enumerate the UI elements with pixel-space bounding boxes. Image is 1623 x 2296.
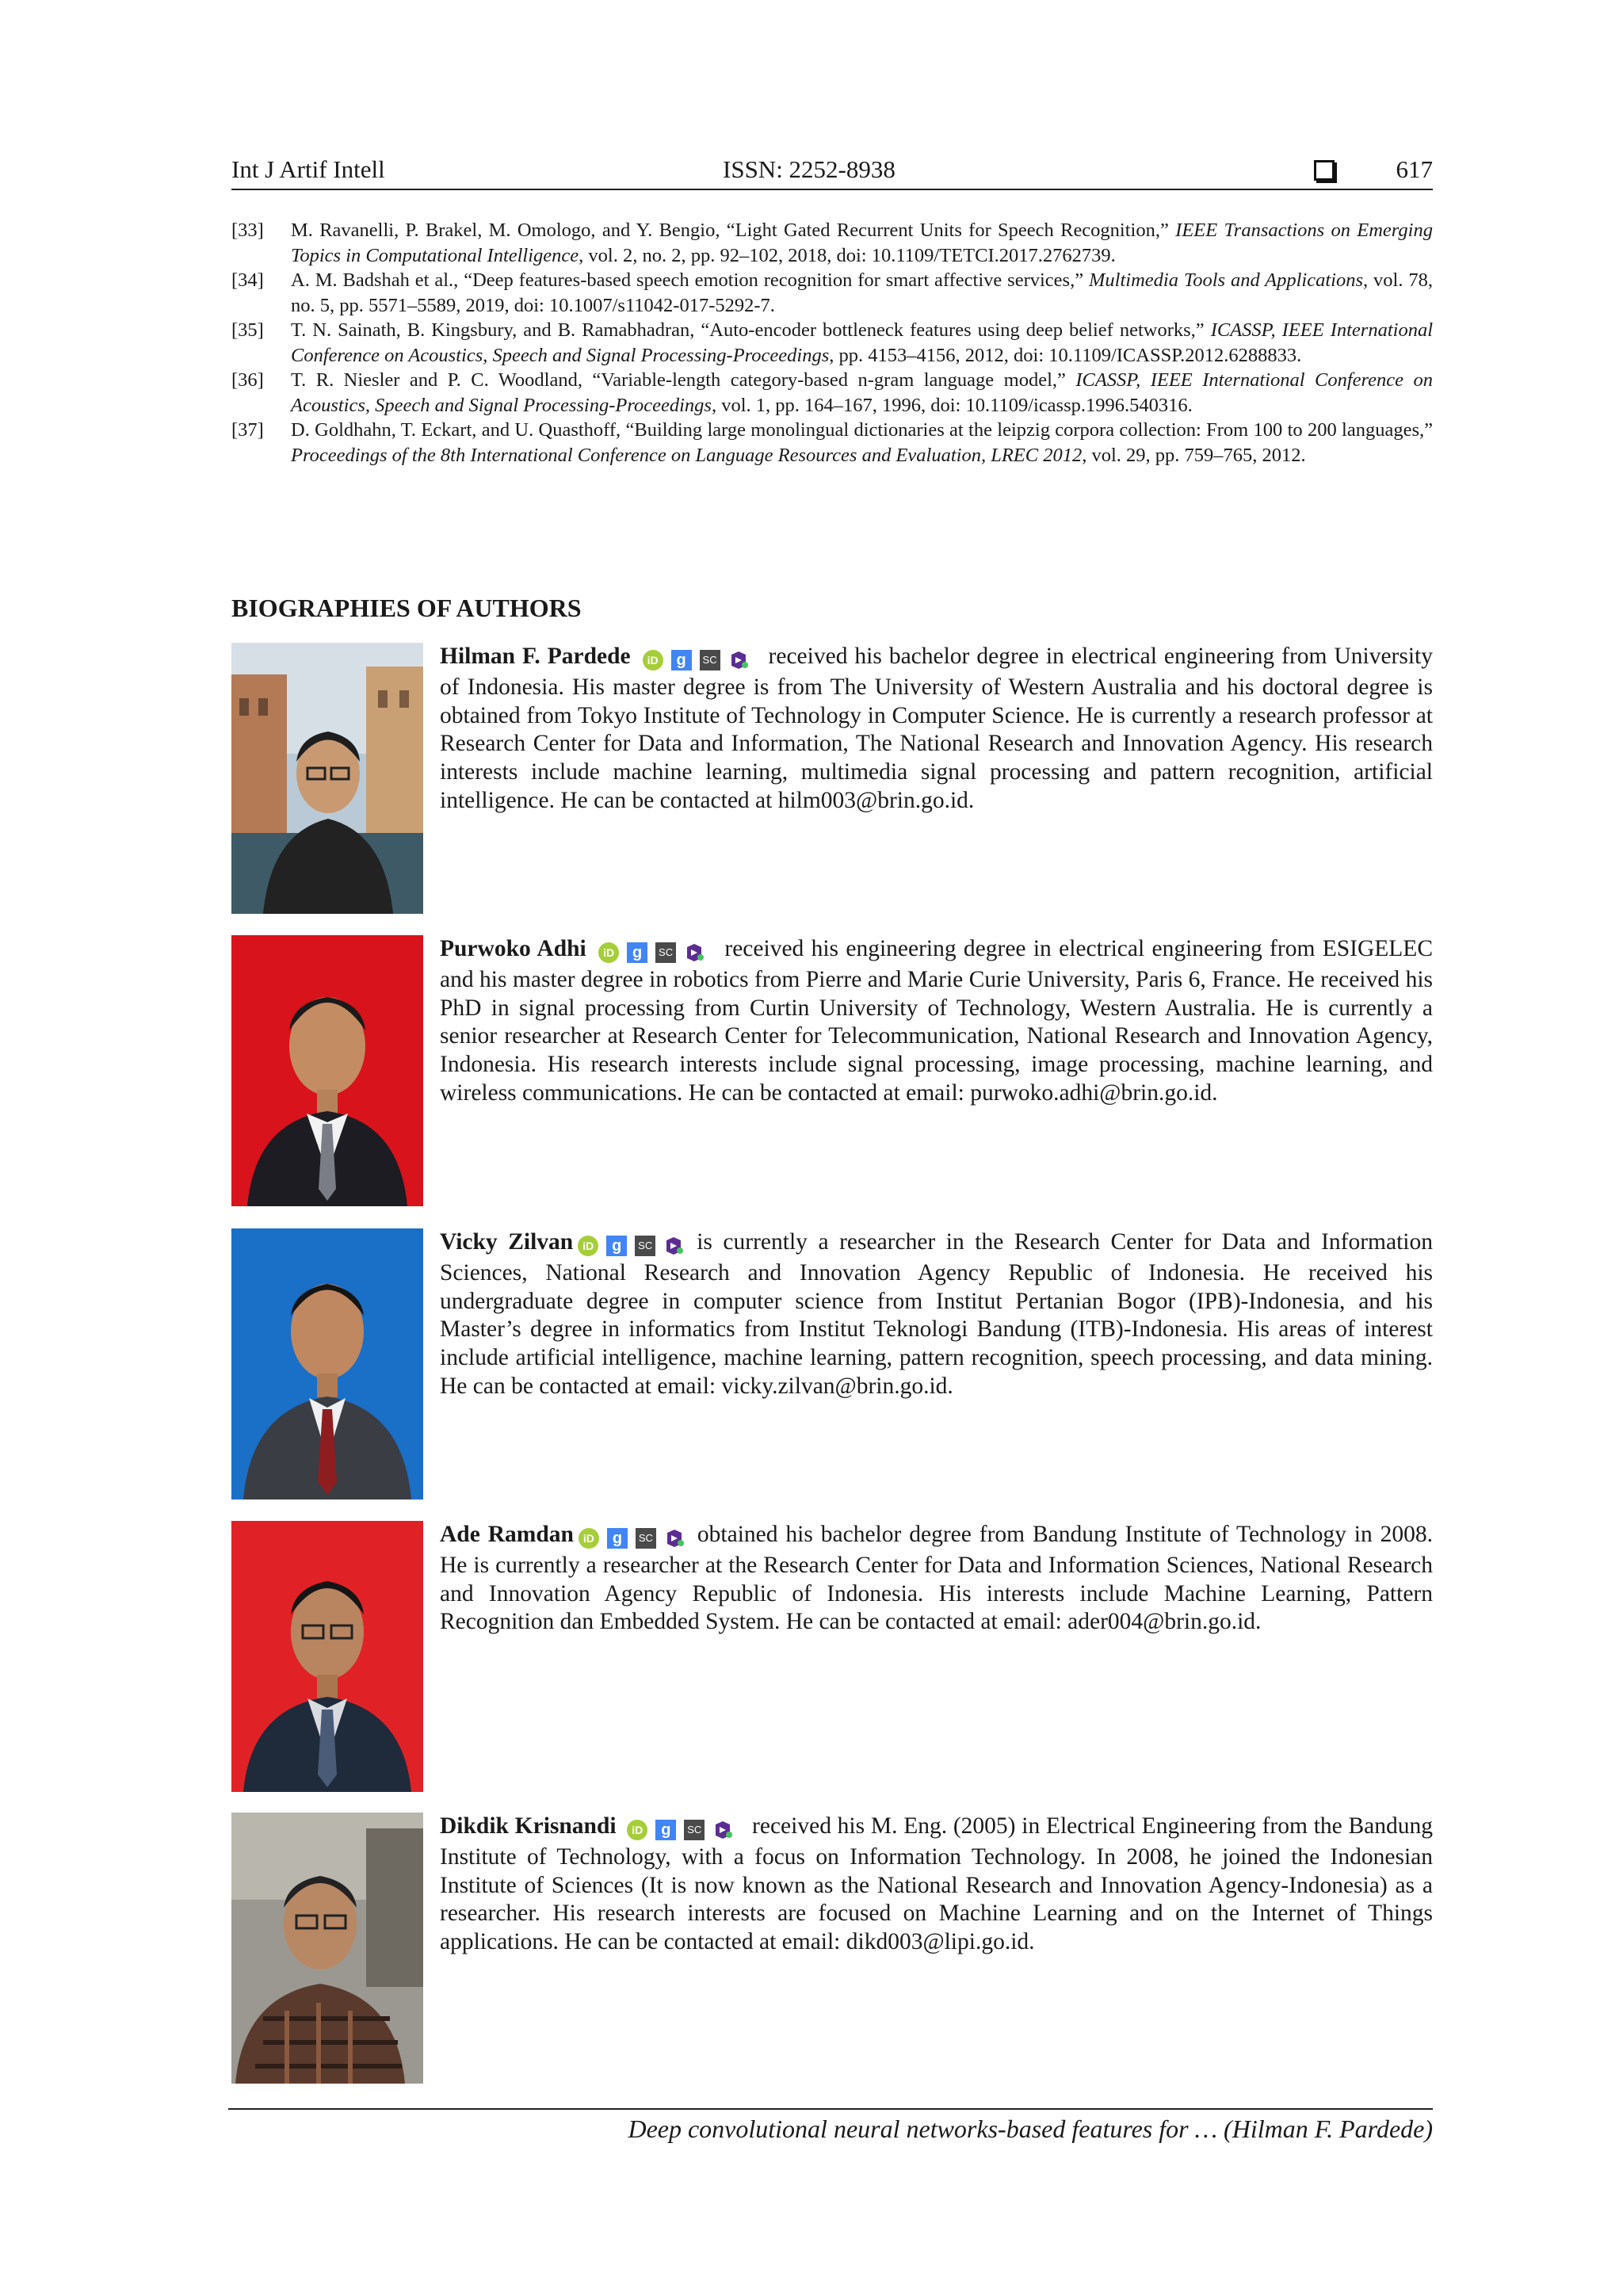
author-profile-links — [579, 1523, 693, 1552]
reference-authors-title: M. Ravanelli, P. Brakel, M. Omologo, and Y. Bengio, “Light Gated Recurrent Units for Speech Recognition,” — [291, 220, 1176, 241]
page-number: 617 — [1396, 155, 1433, 183]
scopus-icon[interactable]: SC — [655, 942, 676, 963]
author-photo — [231, 643, 423, 914]
author-bio-text — [440, 1228, 1433, 1401]
orcid-icon[interactable]: iD — [598, 942, 619, 963]
scopus-icon[interactable]: SC — [635, 1236, 655, 1256]
scopus-icon[interactable]: SC — [636, 1528, 656, 1549]
orcid-icon[interactable]: iD — [627, 1820, 647, 1840]
publons-icon[interactable] — [712, 1820, 733, 1840]
reference-authors-title: A. M. Badshah et al., “Deep features-based speech emotion recognition for smart affective services,” — [291, 269, 1089, 291]
reference-item — [231, 318, 1433, 368]
reference-item — [231, 418, 1433, 468]
reference-item — [231, 268, 1433, 318]
reference-number: [33] — [231, 220, 264, 241]
reference-details: , pp. 4153–4156, 2012, doi: 10.1109/ICASSP.2012.6288833. — [829, 344, 1302, 366]
footer-rule — [228, 2108, 1433, 2110]
reference-authors-title: T. R. Niesler and P. C. Woodland, “Variable-length category-based n-gram language model,” — [291, 369, 1076, 391]
google-scholar-icon[interactable]: g — [607, 1528, 628, 1549]
orcid-icon[interactable]: iD — [643, 650, 663, 670]
running-header — [231, 155, 1433, 190]
author-bio-body: is currently a researcher in the Research Center for Data and Information Sciences, National Research and Innovation Agency Republic of Indonesia. He received his undergraduate degree in computer science from Institut Pertanian Bogor (IPB)-Indonesia, and his Master’s degree in informatics from Institut Teknologi Bandung (ITB)-Indonesia. His areas of interest include artificial intelligence, machine learning, pattern recognition, speech processing, and data mining. He can be contacted at email: vicky.zilvan@brin.go.id. — [440, 1229, 1433, 1399]
box-icon — [1314, 160, 1335, 181]
author-name: Vicky Zilvan — [440, 1229, 574, 1255]
reference-details: , vol. 78, no. 5, pp. 5571–5589, 2019, doi: 10.1007/s11042-017-5292-7. — [291, 269, 1433, 316]
reference-venue: Multimedia Tools and Applications — [1088, 269, 1364, 291]
author-bio-text — [440, 1521, 1433, 1637]
author-photo — [231, 1521, 423, 1792]
orcid-icon[interactable]: iD — [578, 1236, 598, 1256]
author-photo — [231, 935, 423, 1206]
reference-details: , vol. 1, pp. 164–167, 1996, doi: 10.1109/icassp.1996.540316. — [711, 394, 1193, 416]
author-profile-links — [627, 1815, 741, 1843]
reference-number: [35] — [231, 319, 264, 341]
header-rule — [231, 189, 1433, 190]
reference-number: [34] — [231, 269, 264, 291]
author-bio-body: received his M. Eng. (2005) in Electrical Engineering from the Bandung Institute of Technology, with a focus on Information Technology. In 2008, he joined the Indonesian Institute of Sciences (It is now known as the National Research and Innovation Agency-Indonesia) as a researcher. His research interests are focused on Machine Learning and on the Internet of Things applications. He can be contacted at email: dikd003@lipi.go.id. — [440, 1813, 1434, 1955]
scopus-icon[interactable]: SC — [700, 650, 720, 670]
reference-authors-title: T. N. Sainath, B. Kingsbury, and B. Ramabhadran, “Auto-encoder bottleneck features using deep belief networks,” — [291, 319, 1211, 341]
reference-list — [231, 218, 1433, 468]
reference-details: , vol. 2, no. 2, pp. 92–102, 2018, doi: 10.1109/TETCI.2017.2762739. — [579, 244, 1116, 266]
author-profile-links — [578, 1231, 692, 1259]
author-bio-body: obtained his bachelor degree from Bandung Institute of Technology in 2008. He is currently a researcher at the Research Center for Data and Information Sciences, National Research and Innovation Agency Republic of Indonesia. His interests include Machine Learning, Pattern Recognition dan Embedded System. He can be contacted at email: ader004@brin.go.id. — [440, 1522, 1433, 1635]
issn: ISSN: 2252-8938 — [723, 155, 896, 183]
author-name: Dikdik Krisnandi — [440, 1813, 617, 1839]
author-bio-body: received his bachelor degree in electrical engineering from University of Indonesia. His master degree is from The University of Western Australia and his doctoral degree is obtained from Tokyo Institute of Technology in Computer Science. He is currently a research professor at Research Center for Data and Information, The National Research and Innovation Agency. His research interests include machine learning, multimedia signal processing and pattern recognition, artificial intelligence. He can be contacted at hilm003@brin.go.id. — [440, 644, 1433, 813]
orcid-icon[interactable]: iD — [579, 1528, 599, 1549]
google-scholar-icon[interactable]: g — [655, 1820, 676, 1840]
section-title: BIOGRAPHIES OF AUTHORS — [231, 594, 582, 622]
author-photo — [231, 1228, 423, 1499]
reference-item — [231, 368, 1433, 418]
reference-authors-title: D. Goldhahn, T. Eckart, and U. Quasthoff, “Building large monolingual dictionaries at the leipzig corpora collection: From 100 to 200 languages,” — [291, 419, 1433, 441]
author-name: Hilman F. Pardede — [440, 644, 631, 669]
publons-icon[interactable] — [664, 1528, 685, 1549]
author-bio-text — [440, 643, 1433, 816]
reference-details: , vol. 29, pp. 759–765, 2012. — [1082, 444, 1306, 466]
author-bio-body: received his engineering degree in electrical engineering from ESIGELEC and his master degree in robotics from Pierre and Marie Curie University, Paris 6, France. He received his PhD in signal processing from Curtin University of Technology, Western Australia. He is currently a senior researcher at Research Center for Telecommunication, National Research and Innovation Agency, Indonesia. His research interests include signal processing, image processing, machine learning, and wireless communications. He can be contacted at email: purwoko.adhi@brin.go.id. — [440, 936, 1434, 1106]
journal-name: Int J Artif Intell — [231, 155, 385, 183]
author-profile-links — [643, 645, 757, 674]
scopus-icon[interactable]: SC — [684, 1820, 705, 1840]
running-footer: Deep convolutional neural networks-based features for … (Hilman F. Pardede) — [628, 2115, 1433, 2143]
publons-icon[interactable] — [684, 942, 705, 963]
author-bio-text — [440, 935, 1433, 1108]
reference-venue: ICASSP, IEEE International Conference on Acoustics, Speech and Signal Processing-Proceedings — [291, 319, 1434, 366]
reference-item — [231, 218, 1433, 268]
google-scholar-icon[interactable]: g — [606, 1236, 627, 1256]
reference-venue: ICASSP, IEEE International Conference on Acoustics, Speech and Signal Processing-Proceedings — [291, 369, 1433, 416]
publons-icon[interactable] — [663, 1236, 684, 1256]
reference-number: [37] — [231, 419, 264, 441]
google-scholar-icon[interactable]: g — [627, 942, 647, 963]
reference-venue: IEEE Transactions on Emerging Topics in Computational Intelligence — [291, 220, 1433, 266]
reference-number: [36] — [231, 369, 264, 391]
reference-venue: Proceedings of the 8th International Conference on Language Resources and Evaluation, LREC 2012 — [291, 444, 1083, 466]
author-photo — [231, 1813, 423, 2084]
google-scholar-icon[interactable]: g — [671, 650, 692, 670]
publons-icon[interactable] — [728, 650, 749, 670]
author-name: Ade Ramdan — [440, 1522, 574, 1547]
author-profile-links — [598, 938, 712, 966]
author-name: Purwoko Adhi — [440, 936, 586, 961]
author-bio-text — [440, 1813, 1433, 1957]
